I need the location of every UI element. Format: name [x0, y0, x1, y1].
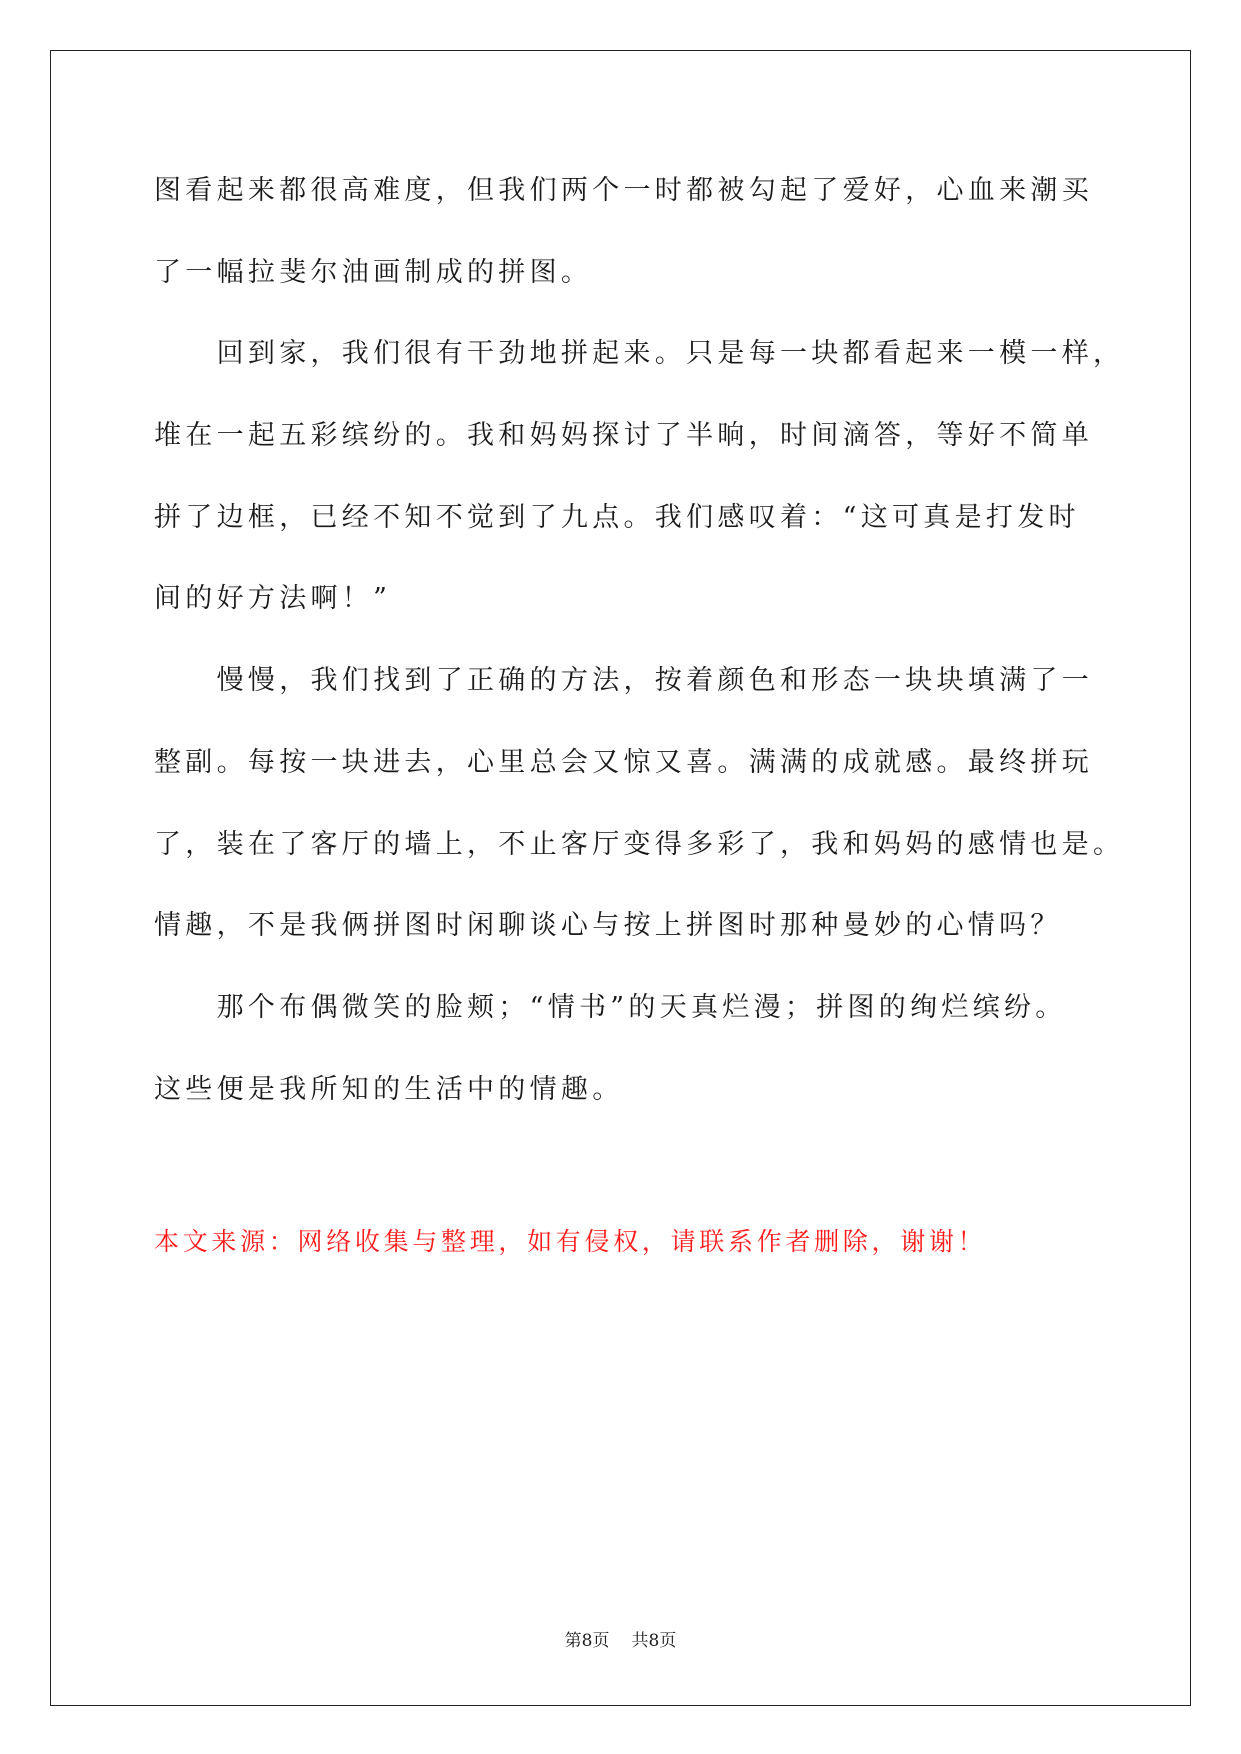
text-line: 回到家，我们很有干劲地拼起来。只是每一块都看起来一模一样， — [216, 338, 1125, 370]
text-line: 这些便是我所知的生活中的情趣。 — [154, 1073, 624, 1105]
text-line: 图看起来都很高难度，但我们两个一时都被勾起了爱好，心血来潮买 — [154, 175, 1093, 206]
paragraph — [154, 150, 1154, 313]
text-line: 整副。每按一块进去，心里总会又惊又喜。满满的成就感。最终拼玩 — [154, 746, 1093, 778]
text-line: 堆在一起五彩缤纷的。我和妈妈探讨了半晌，时间滴答，等好不简单 — [154, 420, 1093, 452]
page-footer — [0, 1628, 1241, 1654]
paragraph — [154, 313, 1154, 640]
text-line: 那个布偶微笑的脸颊；“情书”的天真烂漫；拼图的绚烂缤纷。 — [216, 991, 1067, 1023]
text-line: 了一幅拉斐尔油画制成的拼图。 — [154, 256, 593, 288]
page-total: 共8页 — [631, 1631, 677, 1651]
text-line: 拼了边框，已经不知不觉到了九点。我们感叹着：“这可真是打发时 — [154, 501, 1080, 533]
paragraph — [154, 967, 1154, 1130]
text-line: 情趣，不是我俩拼图时闲聊谈心与按上拼图时那种曼妙的心情吗？ — [154, 910, 1062, 942]
page-number: 第8页 — [564, 1631, 610, 1651]
paragraph — [154, 640, 1154, 967]
text-line: 慢慢，我们找到了正确的方法，按着颜色和形态一块块填满了一 — [216, 665, 1093, 697]
text-line: 间的好方法啊！” — [154, 583, 392, 615]
document-body — [154, 150, 1154, 1130]
text-line: 了，装在了客厅的墙上，不止客厅变得多彩了，我和妈妈的感情也是。 — [154, 828, 1125, 860]
source-notice: 本文来源：网络收集与整理，如有侵权，请联系作者删除，谢谢！ — [154, 1227, 987, 1256]
